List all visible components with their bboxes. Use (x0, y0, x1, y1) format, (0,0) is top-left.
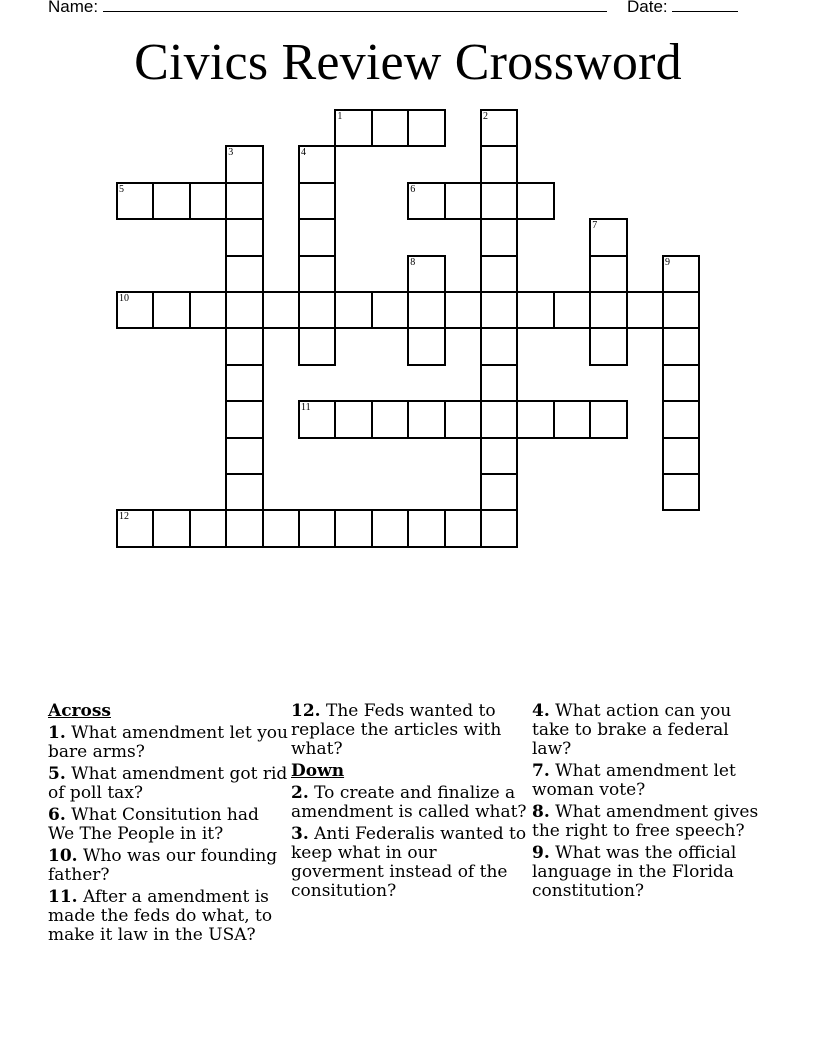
grid-cell[interactable] (444, 400, 482, 438)
grid-cell[interactable] (262, 291, 300, 329)
name-label: Name: (48, 0, 99, 16)
clue-number: 12 (119, 511, 129, 523)
clue-number: 11 (301, 402, 311, 414)
grid-cell[interactable] (516, 291, 554, 329)
grid-cell[interactable] (298, 255, 336, 293)
clue-down-8: 8. What amendment gives the right to free speech? (532, 802, 759, 841)
clue-down-2: 2. To create and finalize a amendment is called what? (291, 783, 527, 822)
grid-cell[interactable] (189, 291, 227, 329)
grid-cell[interactable] (225, 473, 263, 511)
clue-across-10: 10. Who was our founding father? (48, 846, 278, 885)
clue-number: 2 (483, 111, 488, 122)
grid-cell[interactable] (334, 509, 372, 547)
grid-cell[interactable] (152, 509, 190, 547)
grid-cell[interactable] (225, 509, 263, 547)
grid-cell[interactable] (662, 473, 700, 511)
grid-cell[interactable] (480, 109, 518, 147)
grid-cell[interactable] (407, 400, 445, 438)
grid-cell[interactable] (407, 109, 445, 147)
grid-cell[interactable] (480, 400, 518, 438)
grid-cell[interactable] (553, 400, 591, 438)
clue-number: 5 (119, 183, 124, 195)
clue-down-4: 4. What action can you take to brake a federal law? (532, 701, 732, 759)
grid-cell[interactable] (444, 182, 482, 220)
down-heading: Down (291, 761, 345, 781)
grid-cell[interactable] (334, 400, 372, 438)
across-heading: Across (48, 701, 111, 721)
grid-cell[interactable] (371, 400, 409, 438)
grid-cell[interactable] (407, 182, 445, 220)
grid-cell[interactable] (480, 437, 518, 475)
grid-cell[interactable] (407, 255, 445, 293)
grid-cell[interactable] (516, 182, 554, 220)
grid-cell[interactable] (225, 400, 263, 438)
grid-cell[interactable] (298, 509, 336, 547)
grid-cell[interactable] (662, 437, 700, 475)
clues-column-2 (291, 702, 531, 904)
clues-column-3 (532, 702, 772, 904)
grid-cell[interactable] (589, 218, 627, 256)
grid-cell[interactable] (589, 327, 627, 365)
clue-across-11: 11. After a amendment is made the feds do what, to make it law in the USA? (48, 887, 273, 945)
clues-column-1 (48, 702, 288, 948)
grid-cell[interactable] (407, 327, 445, 365)
grid-cell[interactable] (225, 364, 263, 402)
grid-cell[interactable] (589, 400, 627, 438)
grid-cell[interactable] (480, 291, 518, 329)
grid-cell[interactable] (189, 509, 227, 547)
grid-cell[interactable] (334, 291, 372, 329)
grid-cell[interactable] (152, 291, 190, 329)
grid-cell[interactable] (152, 182, 190, 220)
clue-number: 1 (337, 111, 343, 122)
grid-cell[interactable] (298, 182, 336, 220)
grid-cell[interactable] (516, 400, 554, 438)
page-title: Civics Review Crossword (134, 34, 682, 91)
grid-cell[interactable] (116, 182, 154, 220)
grid-cell[interactable] (662, 255, 700, 293)
clue-number: 6 (410, 183, 416, 195)
grid-cell[interactable] (225, 291, 263, 329)
grid-cell[interactable] (407, 291, 445, 329)
grid-cell[interactable] (480, 218, 518, 256)
grid-cell[interactable] (225, 327, 263, 365)
grid-cell[interactable] (298, 291, 336, 329)
grid-cell[interactable] (225, 437, 263, 475)
clue-across-12: 12. The Feds wanted to replace the articles with what? (291, 701, 502, 759)
grid-cell[interactable] (553, 291, 591, 329)
grid-cell[interactable] (298, 327, 336, 365)
grid-cell[interactable] (116, 291, 154, 329)
grid-cell[interactable] (298, 400, 336, 438)
grid-cell[interactable] (116, 509, 154, 547)
grid-cell[interactable] (480, 145, 518, 183)
grid-cell[interactable] (589, 291, 627, 329)
grid-cell[interactable] (189, 182, 227, 220)
grid-cell[interactable] (298, 218, 336, 256)
clue-across-1: 1. What amendment let you bare arms? (48, 723, 288, 762)
clue-number: 9 (665, 256, 670, 268)
grid-cell[interactable] (480, 509, 518, 547)
grid-cell[interactable] (334, 109, 372, 147)
grid-cell[interactable] (444, 291, 482, 329)
grid-cell[interactable] (225, 182, 263, 220)
clue-down-9: 9. What was the official language in the Florida constitution? (532, 843, 737, 901)
grid-cell[interactable] (298, 145, 336, 183)
grid-cell[interactable] (480, 327, 518, 365)
grid-cell[interactable] (662, 364, 700, 402)
grid-cell[interactable] (262, 509, 300, 547)
grid-cell[interactable] (371, 291, 409, 329)
clue-number: 10 (119, 293, 129, 304)
clue-across-6: 6. What Consitution had We The People in it? (48, 805, 259, 844)
grid-cell[interactable] (444, 509, 482, 547)
grid-cell[interactable] (662, 400, 700, 438)
grid-cell[interactable] (480, 255, 518, 293)
clue-down-7: 7. What amendment let woman vote? (532, 761, 736, 800)
grid-cell[interactable] (225, 218, 263, 256)
clue-across-5: 5. What amendment got rid of poll tax? (48, 764, 288, 803)
grid-cell[interactable] (626, 291, 664, 329)
grid-cell[interactable] (662, 327, 700, 365)
clue-number: 3 (228, 147, 234, 159)
grid-cell[interactable] (480, 473, 518, 511)
grid-cell[interactable] (371, 509, 409, 547)
grid-cell[interactable] (662, 291, 700, 329)
grid-cell[interactable] (407, 509, 445, 547)
clue-number: 7 (592, 220, 598, 232)
grid-cell[interactable] (480, 364, 518, 402)
date-label: Date: (627, 0, 668, 16)
grid-cell[interactable] (225, 255, 263, 293)
clue-number: 8 (410, 256, 416, 268)
grid-cell[interactable] (371, 109, 409, 147)
grid-cell[interactable] (225, 145, 263, 183)
clue-down-3: 3. Anti Federalis wanted to keep what in our goverment instead of the consitution? (291, 824, 527, 901)
clue-number: 4 (301, 147, 306, 159)
grid-cell[interactable] (480, 182, 518, 220)
grid-cell[interactable] (589, 255, 627, 293)
